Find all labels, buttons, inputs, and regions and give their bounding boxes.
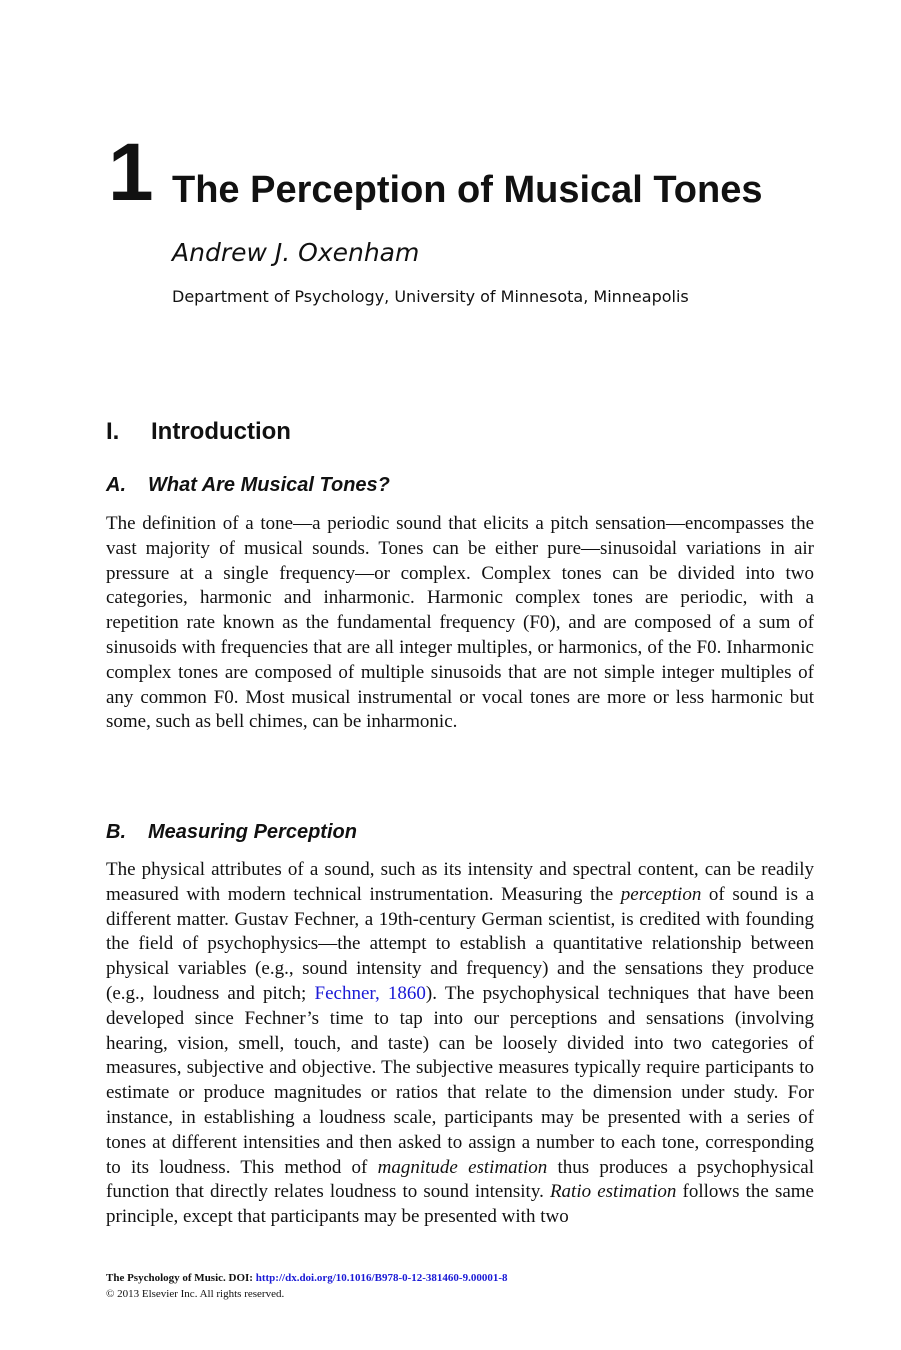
subsection-title: What Are Musical Tones? (148, 474, 390, 496)
section-number: I. (106, 418, 120, 445)
footer-doi-line (106, 1270, 508, 1286)
subsection-number: A. (106, 474, 126, 496)
citation-link-fechner-1860[interactable]: Fechner, 1860 (314, 982, 426, 1004)
author-name: Andrew J. Oxenham (172, 238, 420, 267)
paragraph-text: thus produces a psychophysical function that directly relates loudness to sound intensity. (106, 1156, 814, 1203)
footer-book-label: The Psychology of Music. DOI: (106, 1272, 256, 1284)
author-affiliation: Department of Psychology, University of Minnesota, Minneapolis (172, 287, 689, 306)
doi-link[interactable]: http://dx.doi.org/10.1016/B978-0-12-381460-9.00001-8 (255, 1272, 508, 1284)
paragraph-measuring-perception (106, 858, 814, 1230)
paragraph-text: ). The psychophysical techniques that have been developed since Fechner’s time to tap into our perceptions and sensations (involving hearing, vision, smell, touch, and taste) can be loosely divided into two categories of measures, subjective and objective. The subjective measures typically require participants to estimate or produce magnitudes or ratios that relate to the dimension under study. For instance, in establishing a loudness scale, participants may be presented with a series of tones at different intensities and then asked to assign a number to each tone, corresponding to its loudness. This method of (106, 982, 814, 1178)
paragraph-text: of sound is a different matter. Gustav Fechner, a 19th-century German scientist, is credited with founding the field of psychophysics—the attempt to establish a quantitative relationship between physical variables (e.g., sound intensity and frequency) and the sensations they produce (e.g., loudness and pitch; (106, 883, 815, 1004)
chapter-title: The Perception of Musical Tones (172, 169, 763, 211)
subsection-heading-measuring-perception (106, 820, 357, 844)
paragraph-text: The physical attributes of a sound, such as its intensity and spectral content, can be readily measured with modern technical instrumentation. Measuring the (106, 859, 814, 905)
paragraph-text: follows the same principle, except that participants may be presented with two (106, 1181, 814, 1228)
subsection-title: Measuring Perception (148, 821, 357, 843)
emphasis-ratio-estimation: Ratio estimation (549, 1181, 677, 1203)
section-heading-introduction (106, 418, 291, 447)
section-title: Introduction (151, 418, 291, 445)
emphasis-perception: perception (620, 883, 702, 905)
chapter-number: 1 (108, 127, 152, 218)
footer-copyright: © 2013 Elsevier Inc. All rights reserved. (106, 1288, 285, 1300)
emphasis-magnitude-estimation: magnitude estimation (377, 1156, 548, 1178)
page-footer (106, 1270, 508, 1302)
paragraph-what-are-musical-tones: The definition of a tone—a periodic sound that elicits a pitch sensation—encompasses the vast majority of musical sounds. Tones can be either pure—sinusoidal variations in air pressure at a single frequency—or complex. Complex tones can be divided into two categories, harmonic and inharmonic. Harmonic complex tones are periodic, with a repetition rate known as the fundamental frequency (F0), and are composed of a sum of sinusoids with frequencies that are all integer multiples, or harmonics, of the F0. Inharmonic complex tones are composed of multiple sinusoids that are not simple integer multiples of any common F0. Most musical instrumental or vocal tones are more or less harmonic but some, such as bell chimes, can be inharmonic. (106, 513, 814, 733)
subsection-number: B. (106, 821, 126, 843)
subsection-heading-what-are-musical-tones (106, 473, 390, 497)
